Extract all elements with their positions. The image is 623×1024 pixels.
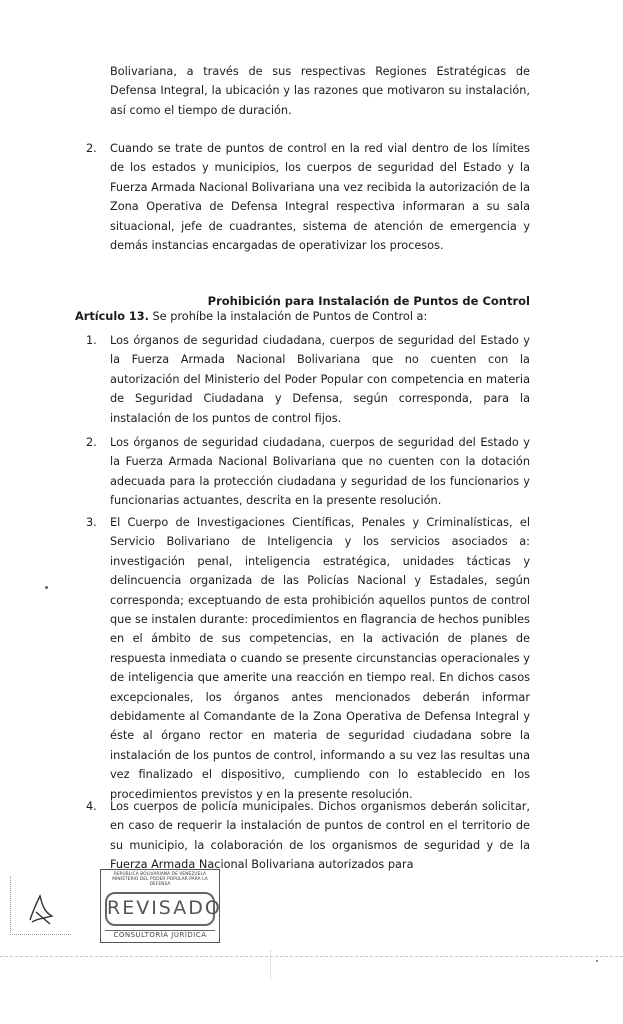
item-text: El Cuerpo de Investigaciones Científicas, Penales y Criminalísticas, el Servicio Bolivariano de Inteligencia y los servicios asociados a: investigación penal, inteligencia estratégica, unidades tácticas y delincuencia organizada de las Policías Nacional y Estadales, según corresponda; exceptuando de esta prohibición aquellos puntos de control que se instalen durante: procedimientos en flagrancia de hechos punibles en el ámbito de sus competencias, en la activación de planes de respuesta inmediata o cuando se presente circunstancias operacionales y de inteligencia que amerite una reacción en tiempo real. En dichos casos excepcionales, los órganos antes mencionados deberán informar debidamente al Comandante de la Zona Operativa de Defensa Integral y éste al órgano rector en materia de seguridad ciudadana sobre la instalación de los puntos de control, informando a su vez las resultas una vez finalizado el dispositivo, cumpliendo con lo establecido en los procedimientos previstos y en la presente resolución. bbox=[110, 516, 530, 801]
article-label: Artículo 13. bbox=[75, 310, 149, 323]
item-number: 4. bbox=[86, 800, 97, 813]
scan-artifact-line bbox=[0, 956, 623, 957]
review-stamp bbox=[100, 869, 220, 943]
scan-speck bbox=[596, 960, 598, 962]
scan-speck bbox=[45, 586, 48, 589]
scan-artifact-line bbox=[270, 950, 271, 980]
article-intro bbox=[75, 307, 530, 326]
continuation-paragraph: Bolivariana, a través de sus respectivas Regiones Estratégicas de Defensa Integral, la ubicación y las razones que motivaron su instalación, así como el tiempo de duración. bbox=[110, 65, 530, 117]
item-text: Los órganos de seguridad ciudadana, cuerpos de seguridad del Estado y la Fuerza Armada Nacional Bolivariana que no cuenten con la dotación adecuada para la protección ciudadana y seguridad de los funcionarios y funcionarias actuantes, descrita en la presente resolución. bbox=[110, 436, 530, 508]
item-text: Los órganos de seguridad ciudadana, cuerpos de seguridad del Estado y la Fuerza Armada Nacional Bolivariana que no cuenten con la autorización del Ministerio del Poder Popular con competencia en materia de Seguridad Ciudadana y Defensa, según corresponda, para la instalación de los puntos de control fijos. bbox=[110, 334, 530, 425]
prohibition-item bbox=[86, 797, 530, 875]
item-number: 1. bbox=[86, 334, 97, 347]
item-text: Cuando se trate de puntos de control en la red vial dentro de los límites de los estados y municipios, los cuerpos de seguridad del Estado y la Fuerza Armada Nacional Bolivariana una vez recibida la autorización de la Zona Operativa de Defensa Integral respectiva informaran a su sala situacional, jefe de cuadrantes, sistema de atención de emergencia y demás instancias encargadas de operativizar los procesos. bbox=[110, 142, 530, 253]
signature-mark bbox=[22, 890, 62, 930]
item-number: 2. bbox=[86, 142, 97, 155]
stamp-footer: CONSULTORÍA JURÍDICA bbox=[105, 930, 215, 939]
prohibition-item bbox=[86, 433, 530, 511]
item-number: 3. bbox=[86, 516, 97, 529]
stamp-header: REPÚBLICA BOLIVARIANA DE VENEZUELA MINISTERIO DEL PODER POPULAR PARA LA DEFENSA bbox=[112, 872, 208, 887]
list-item bbox=[86, 139, 530, 255]
prohibition-item bbox=[86, 513, 530, 804]
stamp-main-text: REVISADO bbox=[105, 892, 215, 926]
section-heading: Prohibición para Instalación de Puntos de Control bbox=[207, 294, 530, 308]
item-text: Los cuerpos de policía municipales. Dichos organismos deberán solicitar, en caso de requerir la instalación de puntos de control en el territorio de su municipio, la colaboración de los organismos de seguridad y de la Fuerza Armada Nacional Bolivariana autorizados para bbox=[110, 800, 530, 872]
article-text: Se prohíbe la instalación de Puntos de Control a: bbox=[148, 310, 428, 323]
item-number: 2. bbox=[86, 436, 97, 449]
prohibition-item bbox=[86, 331, 530, 428]
